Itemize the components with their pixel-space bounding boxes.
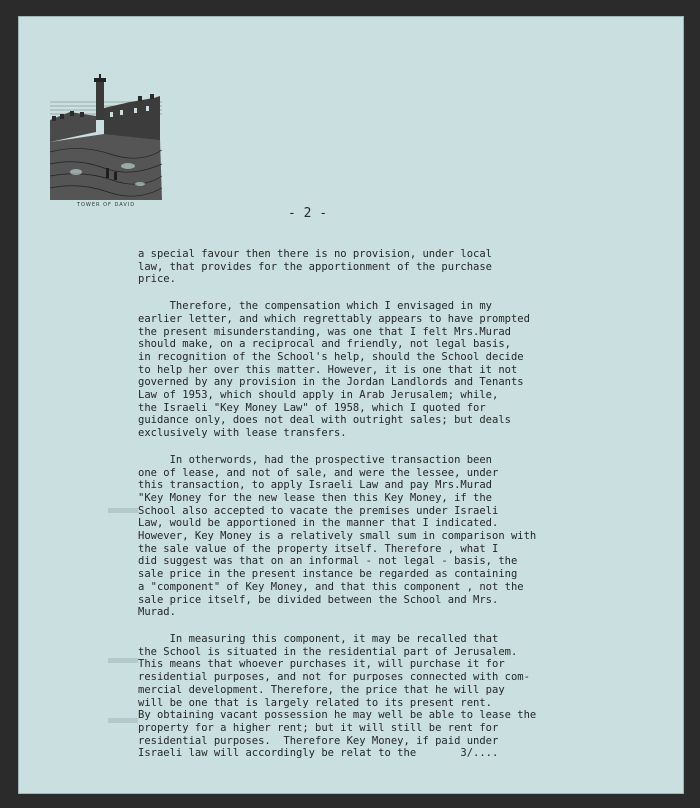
text-line: Murad. [138, 606, 176, 619]
text-line: the sale value of the property itself. Therefore , what I [138, 542, 499, 555]
paragraph [138, 300, 658, 440]
text-line: By obtaining vacant possession he may well be able to lease the [138, 709, 537, 722]
text-line: residential purposes. Therefore Key Money, if paid under [138, 734, 499, 747]
paragraph [138, 454, 658, 619]
text-line: in recognition of the School's help, should the School decide [138, 350, 524, 363]
text-line: exclusively with lease transfers. [138, 427, 347, 440]
text-line: Law, would be apportioned in the manner that I indicated. [138, 517, 499, 530]
text-line: This means that whoever purchases it, will purchase it for [138, 658, 505, 671]
text-line: residential purposes, and not for purposes connected with com- [138, 671, 530, 684]
text-line: In otherwords, had the prospective transaction been [138, 453, 493, 466]
text-line: the present misunderstanding, was one that I felt Mrs.Murad [138, 325, 511, 338]
letterhead-caption: TOWER OF DAVID [76, 202, 136, 208]
text-line: However, Key Money is a relatively small sum in comparison with [138, 530, 537, 543]
text-line: sale price in the present instance be regarded as containing [138, 568, 518, 581]
show-through-mark [108, 718, 138, 723]
page-number: - 2 - [288, 206, 328, 221]
text-line: sale price itself, be divided between the School and Mrs. [138, 593, 499, 606]
text-line: this transaction, to apply Israeli Law and pay Mrs.Murad [138, 479, 493, 492]
text-line: one of lease, and not of sale, and were the lessee, under [138, 466, 499, 479]
text-line: Law of 1953, which should apply in Arab Jerusalem; while, [138, 389, 499, 402]
text-line: a "component" of Key Money, and that this component , not the [138, 580, 524, 593]
text-line: governed by any provision in the Jordan Landlords and Tenants [138, 376, 524, 389]
text-line: Israeli law will accordingly be relat to the 3/.... [138, 747, 499, 760]
text-line: law, that provides for the apportionment of the purchase [138, 260, 493, 273]
text-line: did suggest was that on an informal - not legal - basis, the [138, 555, 518, 568]
tower-of-david-engraving-icon [50, 72, 162, 200]
text-line: will be one that is largely related to its present rent. [138, 696, 493, 709]
text-line: School also accepted to vacate the premises under Israeli [138, 504, 499, 517]
letter-body [138, 248, 658, 774]
text-line: the School is situated in the residential part of Jerusalem. [138, 645, 518, 658]
text-line: guidance only, does not deal with outright sales; but deals [138, 414, 511, 427]
text-line: should make, on a reciprocal and friendly, not legal basis, [138, 338, 511, 351]
text-line: property for a higher rent; but it will still be rent for [138, 721, 499, 734]
text-line: In measuring this component, it may be recalled that [138, 632, 499, 645]
text-line: to help her over this matter. However, it is one that it not [138, 363, 518, 376]
text-line: price. [138, 273, 176, 286]
text-line: Therefore, the compensation which I envisaged in my [138, 300, 493, 313]
paragraph [138, 248, 658, 286]
text-line: a special favour then there is no provision, under local [138, 248, 493, 260]
show-through-mark [108, 508, 138, 513]
text-line: earlier letter, and which regrettably appears to have prompted [138, 312, 530, 325]
text-line: mercial development. Therefore, the price that he will pay [138, 683, 505, 696]
text-line: "Key Money for the new lease then this Key Money, if the [138, 491, 493, 504]
show-through-mark [108, 658, 138, 663]
letter-page [18, 16, 684, 794]
paragraph [138, 633, 658, 760]
text-line: the Israeli "Key Money Law" of 1958, which I quoted for [138, 401, 486, 414]
